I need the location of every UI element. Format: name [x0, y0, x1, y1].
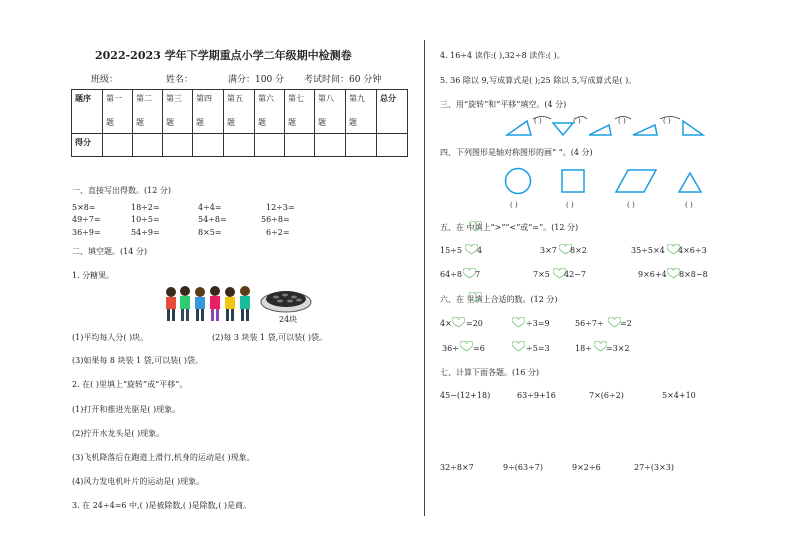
s6-pre-6: 18÷ — [575, 344, 592, 353]
s6-post-5: ÷5=3 — [526, 344, 550, 353]
q2-item-2: (2)拧开水龙头是( )现象。 — [72, 429, 165, 438]
score-cell[interactable] — [346, 134, 377, 157]
s4-blank-1[interactable]: ( ) — [510, 201, 518, 209]
s5-left-2: 3×7 — [540, 246, 557, 255]
problem-3-1: 36÷9= — [72, 228, 101, 237]
heart-blank-icon[interactable] — [512, 317, 525, 328]
heart-placeholder-icon — [469, 292, 482, 303]
header-cell-q6: 第六 题 — [255, 90, 285, 134]
candy-plate-illustration — [259, 286, 313, 314]
s5-right-6: 8×8−8 — [679, 270, 708, 279]
s4-blank-3[interactable]: ( ) — [627, 201, 635, 209]
child-figure — [210, 286, 220, 321]
s5-right-5: 42−7 — [564, 270, 586, 279]
score-cell-total[interactable] — [377, 134, 408, 157]
problem-2-3: 54÷8= — [198, 215, 227, 224]
child-figure — [240, 286, 250, 321]
problem-2-4: 56÷8= — [261, 215, 290, 224]
s3-blank-3[interactable]: ( ) — [618, 117, 626, 125]
header-cell-q2: 第二 题 — [133, 90, 163, 134]
problem-3-2: 54÷9= — [131, 228, 160, 237]
q2-title: 2. 在( )里填上“旋转”或“平移”。 — [72, 380, 188, 389]
calc-5: 32÷8×7 — [440, 463, 474, 472]
q2-item-1: (1)打开和推进光驱是( )现象。 — [72, 405, 181, 414]
page-title: 2022-2023 学年下学期重点小学二年级期中检测卷 — [95, 49, 352, 62]
score-cell[interactable] — [133, 134, 163, 157]
q5-line: 5. 36 除以 9,写成算式是( );25 除以 5,写成算式是( )。 — [440, 76, 637, 85]
s4-blank-4[interactable]: ( ) — [685, 201, 693, 209]
s5-right-2: 8×2 — [570, 246, 587, 255]
s6-post-1: =20 — [466, 319, 483, 328]
calc-1: 45−(12+18) — [440, 391, 491, 400]
triangle-shape — [553, 123, 573, 135]
header-cell-order: 题序 — [72, 90, 103, 134]
section6-title: 六、在 里填上合适的数。(12 分) — [440, 295, 558, 304]
calc-4: 5×4+10 — [662, 391, 696, 400]
q1-line-3: (3)如果每 8 块装 1 袋,可以装( )袋。 — [72, 356, 204, 365]
section1-title: 一、直接写出得数。(12 分) — [72, 186, 171, 195]
column-divider — [424, 40, 425, 516]
score-cell[interactable] — [285, 134, 315, 157]
section4-title: 四、下列图形是轴对称图形的画“ ”。(4 分) — [440, 148, 593, 157]
s5-right-4: 7 — [475, 270, 481, 279]
q1-title: 1. 分糖果。 — [72, 271, 115, 280]
class-field: 班级： — [91, 75, 119, 85]
header-cell-q3: 第三 题 — [163, 90, 193, 134]
triangle-shape — [679, 173, 701, 192]
score-cell[interactable] — [315, 134, 346, 157]
section2-title: 二、填空题。(14 分) — [72, 247, 147, 256]
q2-item-3: (3)飞机降落后在跑道上滑行,机身的运动是( )现象。 — [72, 453, 255, 462]
s6-pre-1: 4× — [440, 319, 452, 328]
q2-item-4: (4)风力发电机叶片的运动是( )现象。 — [72, 477, 205, 486]
symmetry-shapes — [504, 167, 704, 197]
score-cell[interactable] — [255, 134, 285, 157]
score-table — [71, 89, 408, 157]
exam-time: 考试时间：60 分钟 — [304, 75, 382, 85]
q3-line: 3. 在 24÷4=6 中,( )是被除数,( )是除数,( )是商。 — [72, 501, 252, 510]
name-field: 姓名： — [166, 75, 194, 85]
child-figure — [166, 287, 176, 321]
s5-left-3: 35÷5×4 — [631, 246, 665, 255]
heart-blank-icon[interactable] — [512, 341, 525, 352]
children-illustration — [163, 283, 259, 325]
problem-1-4: 12÷3= — [266, 203, 295, 212]
section3-title: 三、用“旋转”和“平移”填空。(4 分) — [440, 100, 567, 109]
calc-7: 9×2÷6 — [572, 463, 601, 472]
triangle-shape — [589, 125, 611, 135]
s3-blank-4[interactable]: ( ) — [663, 117, 671, 125]
s5-left-1: 15÷5 — [440, 246, 462, 255]
s5-left-4: 64÷8 — [440, 270, 462, 279]
s3-blank-1[interactable]: ( ) — [534, 117, 542, 125]
header-cell-q8: 第八 题 — [315, 90, 346, 134]
full-score: 满分：100 分 — [228, 75, 285, 85]
heart-placeholder-icon — [469, 221, 482, 232]
s6-post-2: ÷3=9 — [526, 319, 550, 328]
triangle-shape — [633, 125, 657, 135]
section7-title: 七、计算下面各题。(16 分) — [440, 368, 539, 377]
s3-blank-2[interactable]: ( ) — [573, 117, 581, 125]
score-cell[interactable] — [224, 134, 255, 157]
calc-3: 7×(6÷2) — [589, 391, 624, 400]
s6-pre-4: 36÷ — [442, 344, 459, 353]
q1-line-1: (1)平均每人分( )块。 — [72, 333, 149, 342]
calc-2: 63÷9+16 — [517, 391, 556, 400]
header-cell-q7: 第七 题 — [285, 90, 315, 134]
s5-right-3: 4×6÷3 — [678, 246, 707, 255]
square-shape — [562, 170, 584, 192]
circle-shape — [506, 169, 531, 194]
score-cell[interactable] — [163, 134, 193, 157]
s6-post-3: =2 — [620, 319, 632, 328]
s5-left-6: 9×6+4 — [638, 270, 667, 279]
child-figure — [195, 287, 205, 321]
parallelogram-shape — [616, 170, 656, 192]
calc-6: 9÷(63÷7) — [503, 463, 544, 472]
s4-blank-2[interactable]: ( ) — [566, 201, 574, 209]
header-cell-total: 总分 — [377, 90, 408, 134]
header-cell-q5: 第五 题 — [224, 90, 255, 134]
score-cell[interactable] — [103, 134, 133, 157]
header-cell-q1: 第一 题 — [103, 90, 133, 134]
child-figure — [180, 286, 190, 321]
calc-8: 27÷(3×3) — [634, 463, 675, 472]
s6-post-6: =3×2 — [606, 344, 630, 353]
problem-2-1: 49÷7= — [72, 215, 101, 224]
s6-pre-3: 56÷7÷ — [575, 319, 604, 328]
candy-count-label: 24块 — [279, 315, 298, 324]
s5-right-1: 4 — [477, 246, 483, 255]
problem-1-2: 18÷2= — [131, 203, 160, 212]
problem-3-3: 8×5= — [198, 228, 222, 237]
heart-blank-icon[interactable] — [452, 317, 465, 328]
q4-line: 4. 16÷4 读作:( ),32÷8 读作:( )。 — [440, 51, 565, 60]
header-cell-q4: 第四 题 — [193, 90, 224, 134]
header-cell-q9: 第九 题 — [346, 90, 377, 134]
s6-post-4: =6 — [473, 344, 485, 353]
section5-title: 五、在 中填上“>”“<”或“=”。(12 分) — [440, 223, 579, 232]
heart-blank-icon[interactable] — [460, 341, 473, 352]
problem-1-3: 4÷4= — [198, 203, 222, 212]
score-label-cell: 得分 — [72, 134, 103, 157]
score-cell[interactable] — [193, 134, 224, 157]
triangle-shape — [683, 121, 703, 135]
q1-line-2: (2)每 3 块装 1 袋,可以装( )袋。 — [212, 333, 328, 342]
child-figure — [225, 287, 235, 321]
triangle-shape — [507, 121, 531, 135]
problem-1-1: 5×8= — [72, 203, 96, 212]
problem-3-4: 6÷2= — [266, 228, 290, 237]
s5-left-5: 7×5 — [533, 270, 550, 279]
problem-2-2: 10÷5= — [131, 215, 160, 224]
